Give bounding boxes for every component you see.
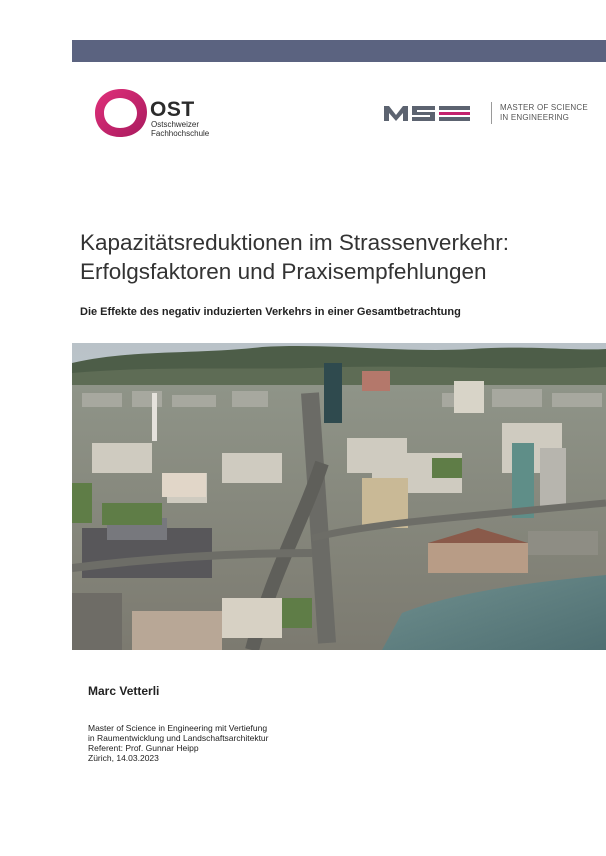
ost-sub-line2: Fachhochschule (151, 129, 210, 138)
mse-text-line1: MASTER OF SCIENCE (500, 103, 588, 112)
ost-sub-line1: Ostschweizer (151, 120, 200, 129)
info-line: Master of Science in Engineering mit Vertiefung (88, 723, 268, 733)
document-title (80, 228, 600, 286)
mse-logo-text (500, 103, 588, 123)
ost-logo-name: OST (150, 98, 195, 121)
mse-text-line2: IN ENGINEERING (500, 113, 570, 122)
mse-logo-icon (382, 102, 474, 124)
author-name: Marc Vetterli (88, 684, 160, 698)
title-line1: Kapazitätsreduktionen im Strassenverkehr: (80, 230, 509, 255)
mse-divider (491, 102, 492, 124)
document-subtitle: Die Effekte des negativ induzierten Verkehrs in einer Gesamtbetrachtung (80, 306, 461, 318)
info-line: Referent: Prof. Gunnar Heipp (88, 743, 199, 753)
document-info (88, 723, 269, 763)
info-line: in Raumentwicklung und Landschaftsarchitektur (88, 733, 269, 743)
info-line: Zürich, 14.03.2023 (88, 753, 159, 763)
header-bar (72, 40, 606, 62)
ost-logo-subtitle (151, 120, 209, 138)
title-line2: Erfolgsfaktoren und Praxisempfehlungen (80, 259, 487, 284)
aerial-city-photo (72, 343, 606, 650)
